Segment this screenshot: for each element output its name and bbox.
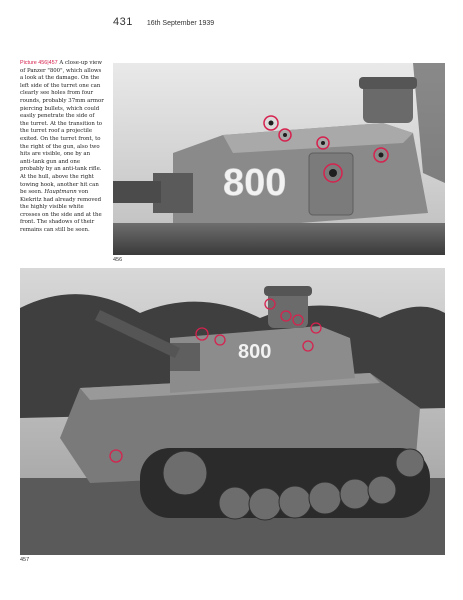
page-number: 431 xyxy=(113,16,133,28)
turret-number-marking: 800 xyxy=(223,162,287,204)
caption-text-start: A close-up view of Panzer "800", which allows a look at the damage. On the left side of the turret one can clearly see holes from four rounds, probably 37mm armor piercing bullets, which could easily penetrate the side of the turret. At the transition to the turret roof a projectile exited. On the turret front, to the right of the gun, also two hits are visible, one by an anti-tank gun and one probably by an anti-tank rifle. At the hull, above the right towing hook, another hit can be seen. xyxy=(20,60,104,196)
figure-number-top: 456 xyxy=(113,257,123,263)
caption-text-end: von Kiekritz had already removed the highly visible white crosses on the side and at the front. The shadows of their remains can still be seen. xyxy=(20,189,102,234)
photo-tank-full xyxy=(20,268,445,555)
caption-label: Picture 456|457 xyxy=(20,60,58,66)
photo-turret-closeup xyxy=(113,63,445,255)
figure-number-bottom: 457 xyxy=(20,557,30,563)
turret-number-marking: 800 xyxy=(238,341,272,363)
photo-caption xyxy=(20,60,104,235)
running-header xyxy=(113,16,214,30)
caption-italic-rank: Hauptmann xyxy=(44,189,77,196)
running-date: 16th September 1939 xyxy=(146,20,215,27)
